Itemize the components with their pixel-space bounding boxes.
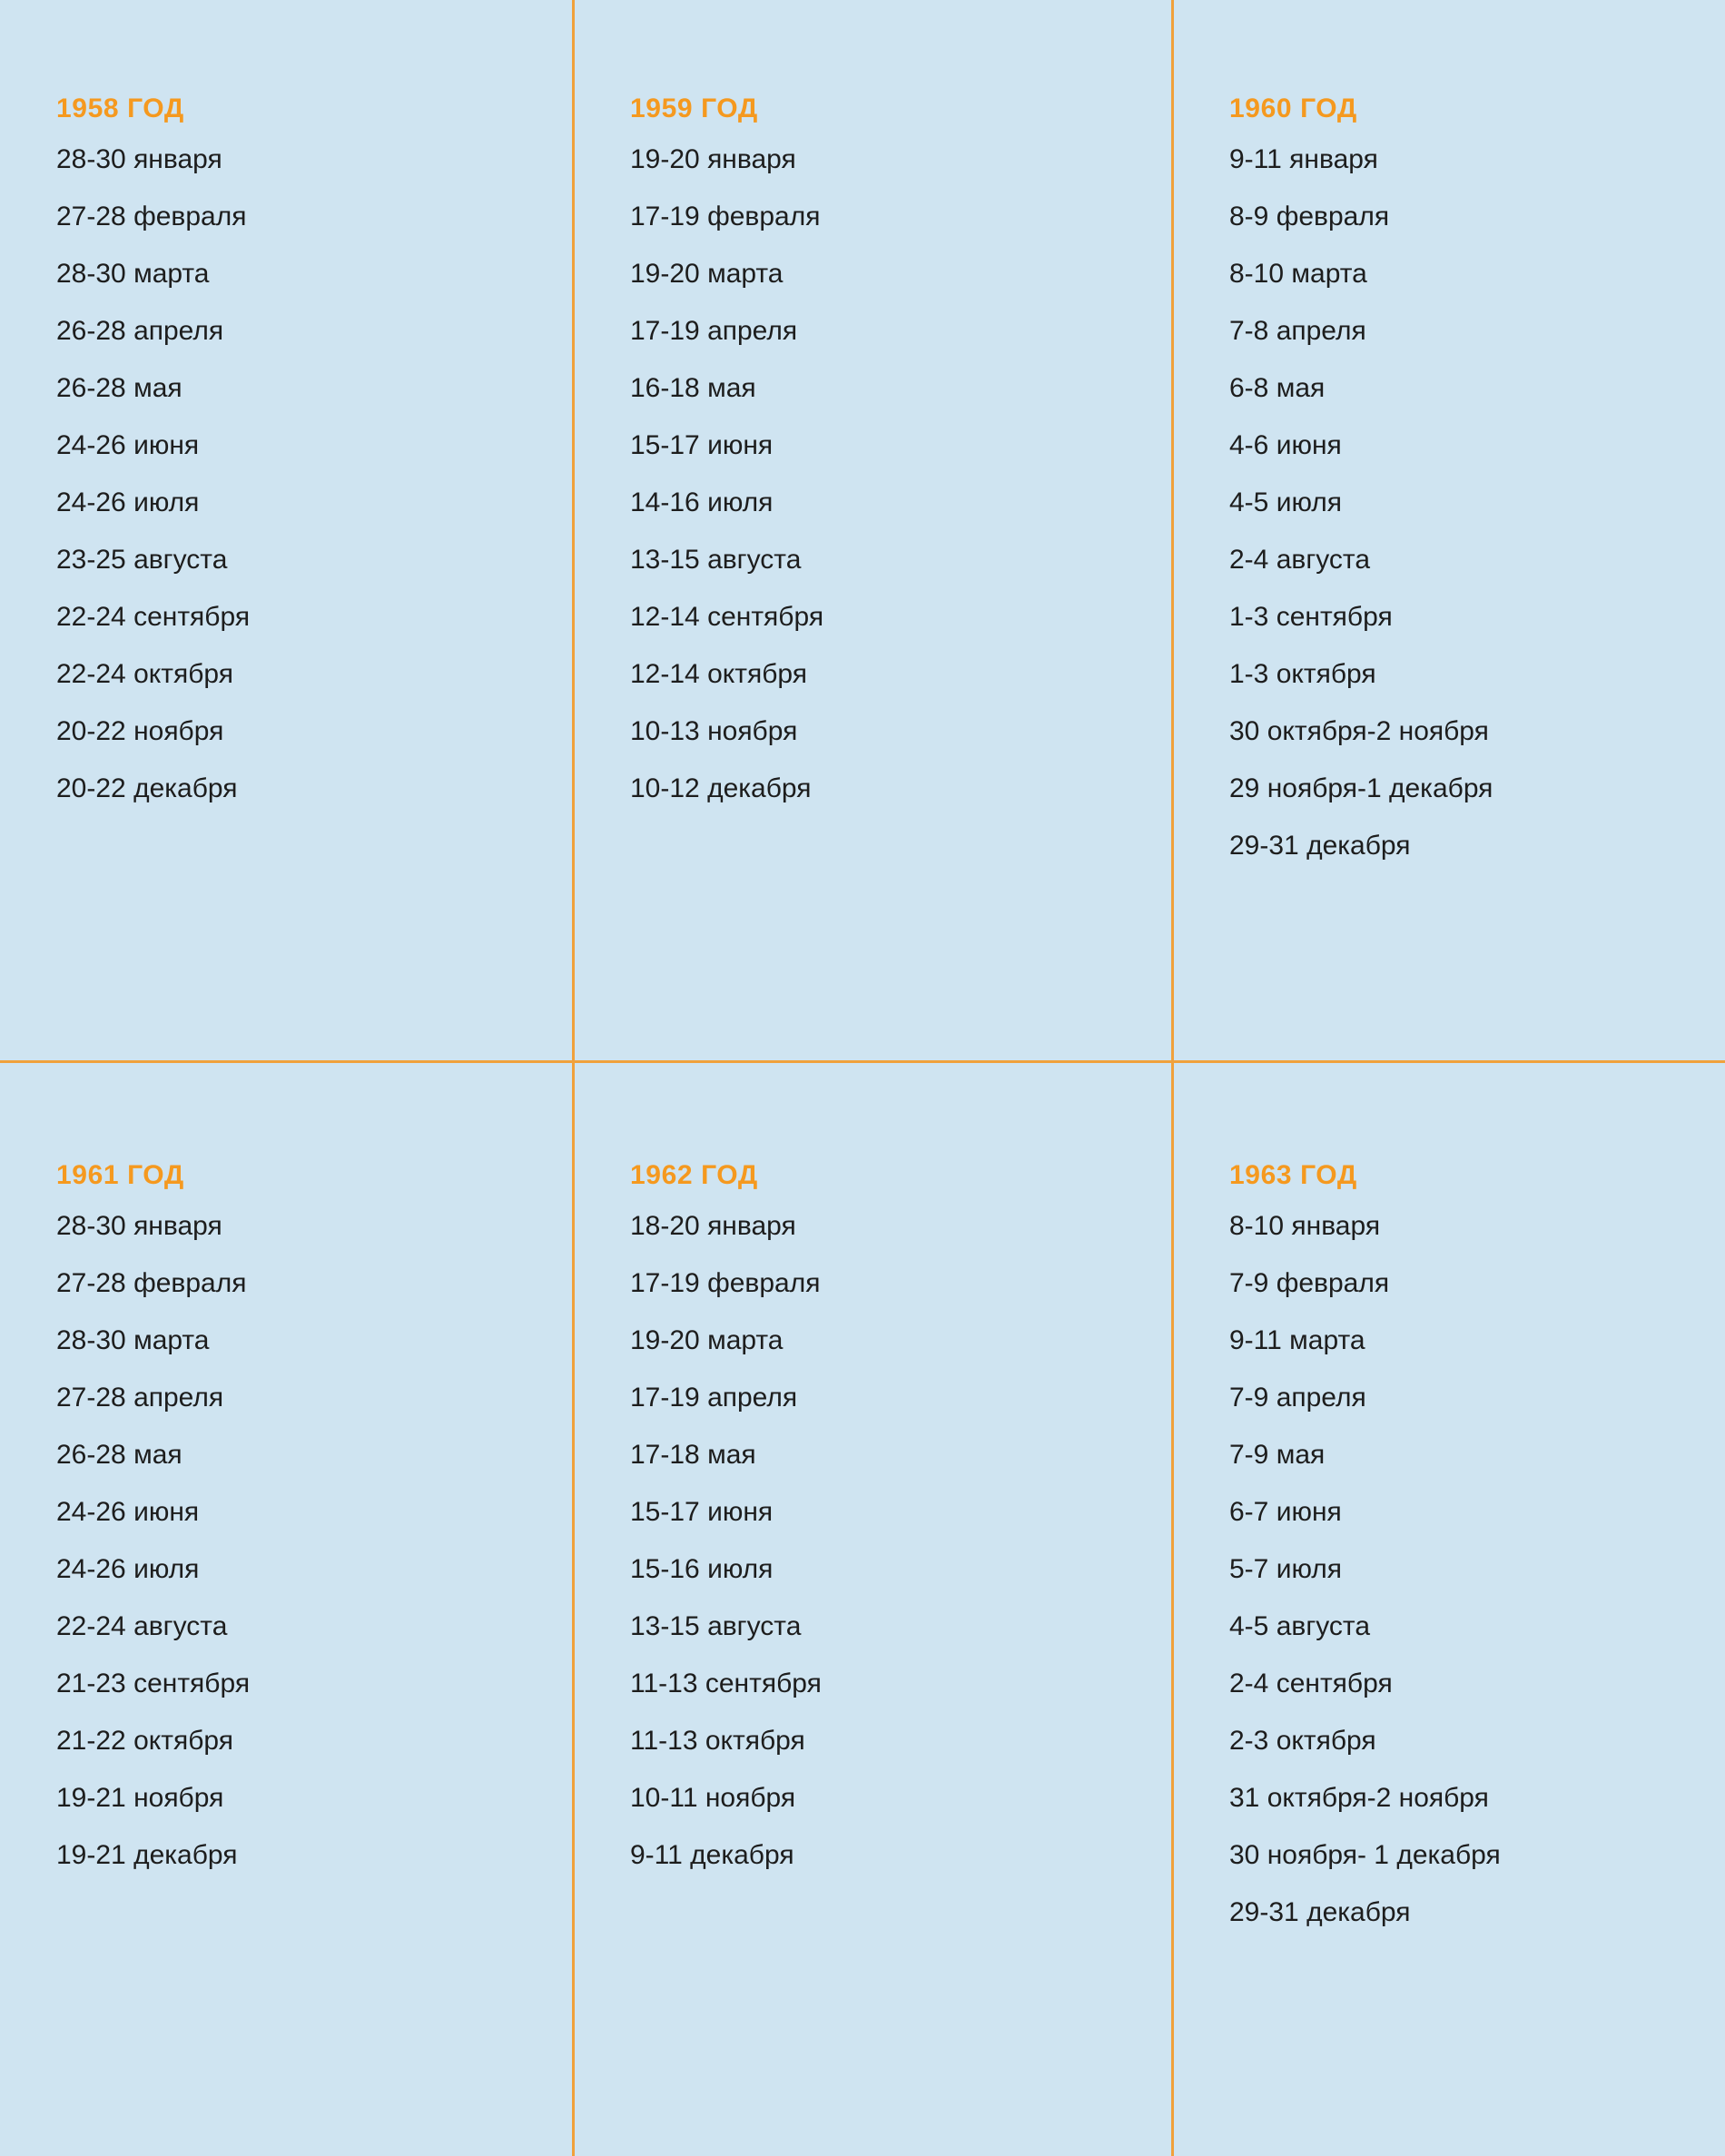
date-item: 16-18 мая: [630, 373, 756, 403]
date-item: 9-11 декабря: [630, 1840, 794, 1870]
date-item: 1-3 октября: [1229, 659, 1376, 689]
year-block-1962: [572, 1060, 1171, 1956]
date-item: 19-21 ноября: [56, 1783, 224, 1813]
date-item: 27-28 апреля: [56, 1383, 224, 1413]
date-item: 17-19 апреля: [630, 1383, 798, 1413]
date-list: [628, 146, 1171, 802]
date-item: 7-9 апреля: [1229, 1383, 1366, 1413]
date-item: 17-19 февраля: [630, 202, 821, 231]
date-item: 7-9 мая: [1229, 1440, 1326, 1470]
date-item: 8-10 марта: [1229, 259, 1367, 289]
date-item: 7-8 апреля: [1229, 316, 1366, 346]
year-block-1961: [0, 1060, 572, 1956]
year-block-1963: [1171, 1060, 1725, 1956]
date-list: [1227, 146, 1725, 860]
date-item: 13-15 августа: [630, 545, 802, 575]
date-item: 13-15 августа: [630, 1611, 802, 1641]
date-item: 22-24 сентября: [56, 602, 251, 632]
date-item: 1-3 сентября: [1229, 602, 1393, 632]
date-item: 17-19 февраля: [630, 1268, 821, 1298]
date-list: [1227, 1213, 1725, 1926]
date-item: 29 ноября-1 декабря: [1229, 773, 1493, 803]
date-item: 8-9 февраля: [1229, 202, 1390, 231]
year-title: 1961 ГОД: [56, 1160, 184, 1190]
date-item: 12-14 сентября: [630, 602, 824, 632]
date-item: 2-4 августа: [1229, 545, 1371, 575]
date-item: 21-22 октября: [56, 1726, 233, 1756]
date-item: 31 октября-2 ноября: [1229, 1783, 1489, 1813]
date-item: 18-20 января: [630, 1211, 796, 1241]
date-item: 24-26 июля: [56, 487, 200, 517]
date-list: [56, 1213, 572, 1869]
date-item: 4-6 июня: [1229, 430, 1342, 460]
date-item: 10-13 ноября: [630, 716, 798, 746]
date-item: 22-24 октября: [56, 659, 233, 689]
date-item: 11-13 октября: [630, 1726, 805, 1756]
year-title: 1963 ГОД: [1229, 1160, 1357, 1190]
date-item: 9-11 марта: [1229, 1325, 1365, 1355]
date-item: 9-11 января: [1229, 144, 1378, 174]
date-item: 17-18 мая: [630, 1440, 756, 1470]
year-title: 1962 ГОД: [630, 1160, 758, 1190]
date-item: 4-5 августа: [1229, 1611, 1371, 1641]
date-item: 19-20 марта: [630, 1325, 784, 1355]
date-item: 6-7 июня: [1229, 1497, 1342, 1527]
date-item: 23-25 августа: [56, 545, 228, 575]
date-item: 26-28 мая: [56, 1440, 182, 1470]
year-block-1960: [1171, 0, 1725, 1060]
date-item: 27-28 февраля: [56, 1268, 247, 1298]
date-item: 29-31 декабря: [1229, 831, 1411, 861]
date-item: 10-12 декабря: [630, 773, 812, 803]
date-item: 28-30 января: [56, 1211, 222, 1241]
year-title: 1960 ГОД: [1229, 94, 1357, 123]
date-item: 11-13 сентября: [630, 1669, 822, 1698]
date-item: 15-16 июля: [630, 1554, 774, 1584]
date-item: 19-21 декабря: [56, 1840, 238, 1870]
date-item: 30 ноября- 1 декабря: [1229, 1840, 1501, 1870]
date-item: 19-20 января: [630, 144, 796, 174]
date-item: 26-28 апреля: [56, 316, 224, 346]
date-item: 24-26 июня: [56, 1497, 200, 1527]
date-item: 20-22 декабря: [56, 773, 238, 803]
date-item: 30 октября-2 ноября: [1229, 716, 1489, 746]
date-item: 15-17 июня: [630, 430, 774, 460]
date-list: [56, 146, 572, 802]
date-item: 7-9 февраля: [1229, 1268, 1390, 1298]
date-item: 28-30 марта: [56, 1325, 210, 1355]
year-title: 1959 ГОД: [630, 94, 758, 123]
date-item: 21-23 сентября: [56, 1669, 251, 1698]
date-item: 28-30 марта: [56, 259, 210, 289]
date-item: 10-11 ноября: [630, 1783, 796, 1813]
year-block-1959: [572, 0, 1171, 1060]
date-item: 26-28 мая: [56, 373, 182, 403]
date-item: 14-16 июля: [630, 487, 774, 517]
date-item: 19-20 марта: [630, 259, 784, 289]
date-item: 12-14 октября: [630, 659, 807, 689]
date-item: 2-3 октября: [1229, 1726, 1376, 1756]
date-item: 17-19 апреля: [630, 316, 798, 346]
bottom-spacer: [0, 1956, 1725, 2065]
date-item: 15-17 июня: [630, 1497, 774, 1527]
year-block-1958: [0, 0, 572, 1060]
date-item: 5-7 июля: [1229, 1554, 1343, 1584]
date-list: [628, 1213, 1171, 1869]
date-item: 4-5 июля: [1229, 487, 1343, 517]
date-item: 8-10 января: [1229, 1211, 1381, 1241]
date-item: 24-26 июня: [56, 430, 200, 460]
date-item: 28-30 января: [56, 144, 222, 174]
date-item: 27-28 февраля: [56, 202, 247, 231]
date-item: 6-8 мая: [1229, 373, 1326, 403]
date-item: 24-26 июля: [56, 1554, 200, 1584]
date-item: 29-31 декабря: [1229, 1897, 1411, 1927]
date-item: 20-22 ноября: [56, 716, 224, 746]
year-title: 1958 ГОД: [56, 94, 184, 123]
date-item: 2-4 сентября: [1229, 1669, 1393, 1698]
date-item: 22-24 августа: [56, 1611, 228, 1641]
